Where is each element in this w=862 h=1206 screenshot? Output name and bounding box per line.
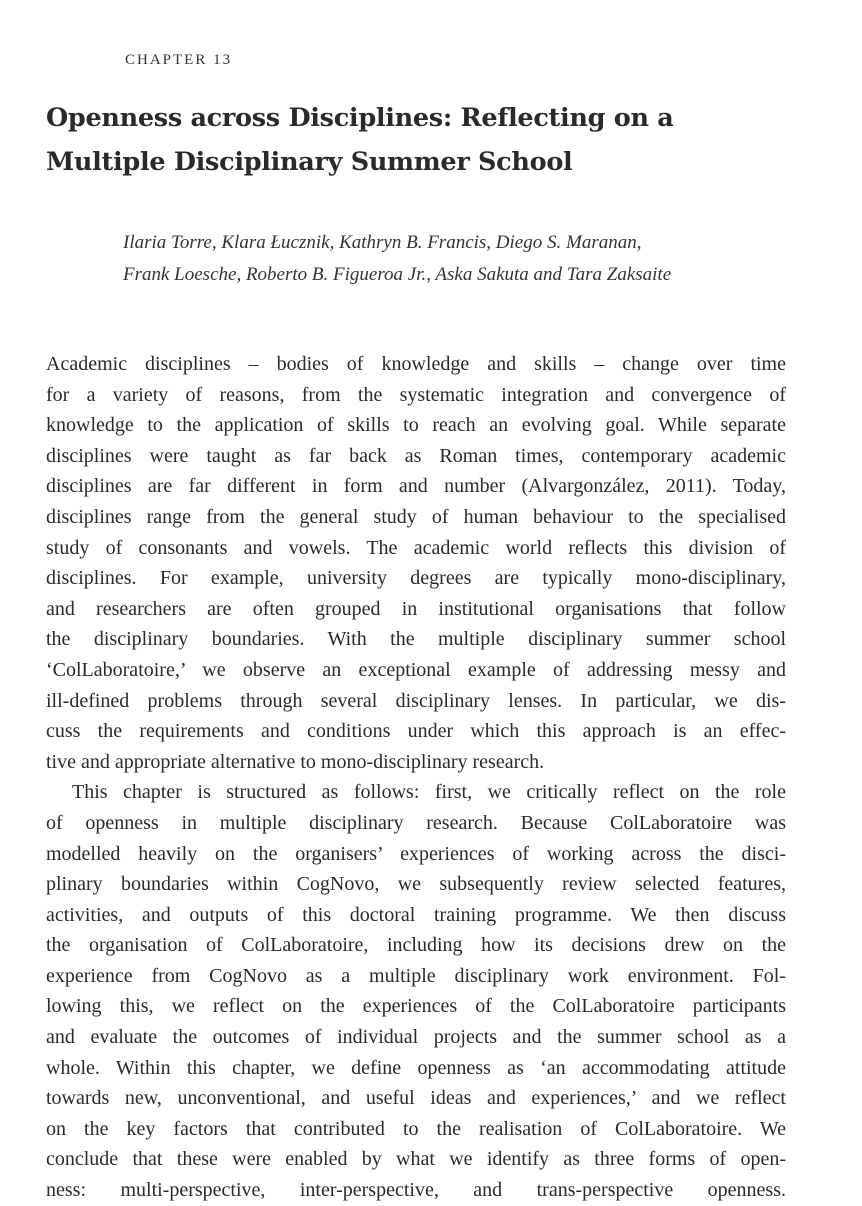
text-line: for a variety of reasons, from the systematic integration and convergence of [46, 383, 786, 406]
text-line: ‘ColLaboratoire,’ we observe an exceptional example of addressing messy and [46, 658, 786, 681]
text-line: Academic disciplines – bodies of knowledge and skills – change over time [46, 353, 786, 375]
text-line: disciplines are far different in form and number (Alvargonzález, 2011). Today, [46, 475, 786, 498]
author-line: Ilaria Torre, Klara Łucznik, Kathryn B. Francis, Diego S. Maranan, [123, 232, 642, 253]
text-line: conclude that these were enabled by what we identify as three forms of open- [46, 1148, 786, 1171]
text-line: activities, and outputs of this doctoral training programme. We then discuss [46, 903, 786, 926]
author-line: Frank Loesche, Roberto B. Figueroa Jr., Aska Sakuta and Tara Zaksaite [123, 264, 672, 285]
text-line: plinary boundaries within CogNovo, we subsequently review selected features, [46, 873, 786, 896]
text-line: knowledge to the application of skills to reach an evolving goal. While separate [46, 414, 786, 437]
text-line: modelled heavily on the organisers’ experiences of working across the disci- [46, 842, 786, 865]
body-text [46, 349, 786, 1206]
book-page [46, 0, 786, 1200]
text-line: lowing this, we reflect on the experiences of the ColLaboratoire participants [46, 995, 786, 1018]
chapter-label: CHAPTER 13 [125, 52, 233, 68]
text-line: experience from CogNovo as a multiple disciplinary work environment. Fol- [46, 964, 786, 987]
text-line: whole. Within this chapter, we define openness as ‘an accommodating attitude [46, 1056, 786, 1079]
text-line: disciplines were taught as far back as Roman times, contemporary academic [46, 444, 786, 467]
text-line: the disciplinary boundaries. With the multiple disciplinary summer school [46, 628, 786, 651]
text-line: the organisation of ColLaboratoire, including how its decisions drew on the [46, 934, 786, 957]
chapter-title-line: Openness across Disciplines: Reflecting on a [46, 103, 674, 133]
text-line: This chapter is structured as follows: first, we critically reflect on the role [72, 781, 786, 804]
text-line: on the key factors that contributed to the realisation of ColLaboratoire. We [46, 1117, 786, 1140]
text-line: tive and appropriate alternative to mono-disciplinary research. [46, 750, 545, 773]
text-line: and researchers are often grouped in institutional organisations that follow [46, 597, 786, 620]
text-line: disciplines. For example, university degrees are typically mono-disciplinary, [46, 567, 786, 590]
paragraph-2 [46, 777, 786, 1205]
text-line: ill-defined problems through several disciplinary lenses. In particular, we dis- [46, 689, 786, 712]
text-line: study of consonants and vowels. The academic world reflects this division of [46, 536, 786, 559]
chapter-title-line: Multiple Disciplinary Summer School [46, 147, 573, 177]
chapter-title [46, 96, 786, 184]
text-line: disciplines range from the general study of human behaviour to the specialised [46, 505, 786, 528]
text-line: of openness in multiple disciplinary research. Because ColLaboratoire was [46, 811, 786, 834]
paragraph-1 [46, 349, 786, 777]
author-list [123, 227, 803, 291]
text-line: ness: multi-perspective, inter-perspective, and trans-perspective openness. [46, 1179, 786, 1202]
text-line: cuss the requirements and conditions under which this approach is an effec- [46, 720, 786, 743]
text-line: and evaluate the outcomes of individual projects and the summer school as a [46, 1026, 786, 1049]
text-line: towards new, unconventional, and useful ideas and experiences,’ and we reflect [46, 1087, 786, 1110]
